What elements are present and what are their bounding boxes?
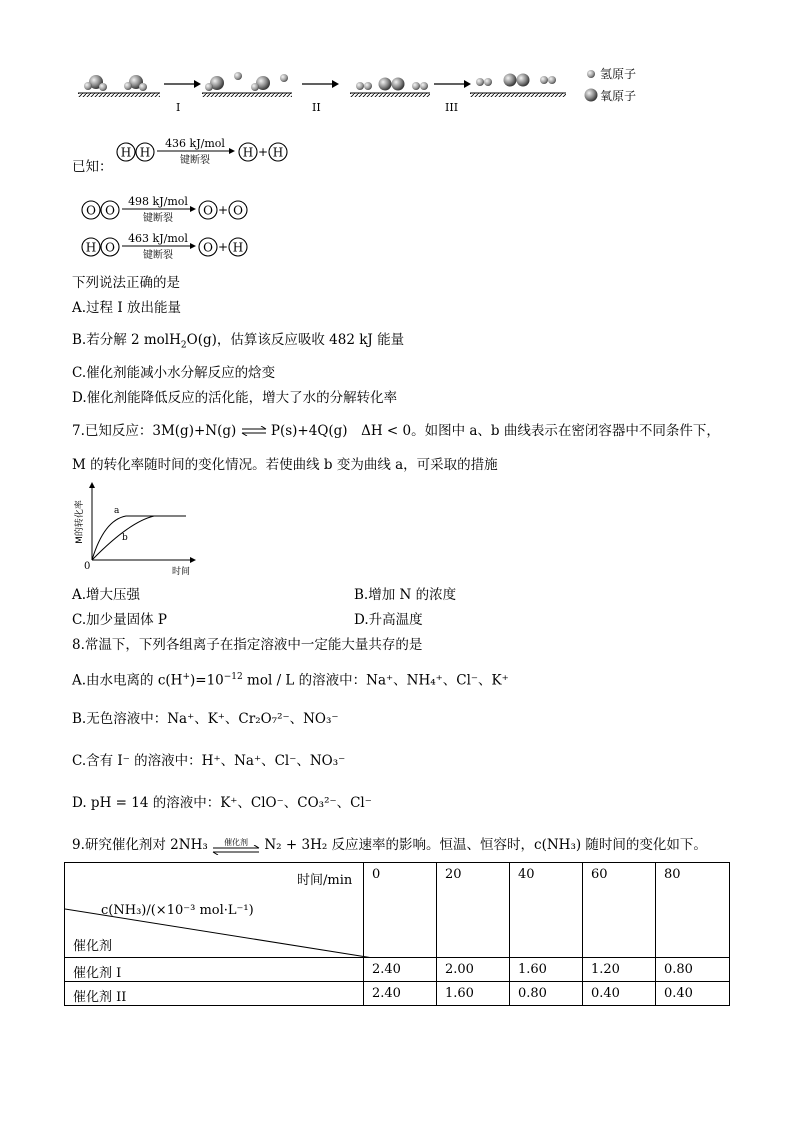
header-concentration: c(NH₃)/(×10⁻³ mol·L⁻¹) (101, 903, 254, 918)
value-cell: 2.00 (437, 958, 510, 982)
atom-label: O (203, 240, 213, 255)
atom-label: O (203, 203, 213, 218)
atom-label: O (86, 203, 96, 218)
stage-label: III (445, 101, 459, 114)
value-cell: 0.80 (656, 958, 730, 982)
stage-label: I (176, 101, 181, 114)
atom-label: H (242, 145, 254, 160)
q6-option-b: B.若分解 2 molH$_2$O(g)，估算该反应吸收 482 kJ 能量 (72, 332, 405, 351)
q8-option-a: A.由水电离的 $c(H^+)=10^{-12}$ mol / L 的溶液中：Na⁺、NH₄⁺、Cl⁻、K⁺ (72, 672, 509, 689)
header-time: 时间/min (297, 873, 353, 888)
atom-label: H (232, 240, 244, 255)
nh3-concentration-table (64, 862, 730, 1006)
reversible-catalyst-arrow (212, 837, 260, 855)
q7-stem-line1 (72, 422, 720, 441)
oxygen-atom-icon (585, 89, 598, 102)
svg-text:+: + (217, 203, 229, 217)
time-cell: 80 (656, 863, 730, 958)
atom-label: O (105, 203, 115, 218)
bond-energy: 436 kJ/mol (165, 137, 225, 150)
value-cell: 0.40 (583, 982, 656, 1006)
q8-option-a-pre: A.由水电离的 c(H (72, 672, 183, 689)
table-row (65, 982, 730, 1006)
origin-label: 0 (84, 561, 91, 572)
bond-energy-hh (115, 136, 305, 168)
q7-stem-pre: 7.已知反应：3M(g)+N(g) (72, 423, 237, 439)
atom-label: O (233, 203, 243, 218)
stage-1-molecules (205, 72, 288, 91)
time-cell: 20 (437, 863, 510, 958)
stage-label: II (312, 101, 321, 114)
q7-stem-line2: M 的转化率随时间的变化情况。若使曲线 b 变为曲线 a，可采取的措施 (72, 457, 498, 473)
atom-label: O (105, 240, 115, 255)
conversion-time-chart (74, 480, 204, 576)
svg-text:+: + (257, 145, 269, 159)
q8-option-c: C.含有 I⁻ 的溶液中：H⁺、Na⁺、Cl⁻、NO₃⁻ (72, 753, 346, 769)
bond-energy-ho (80, 231, 270, 263)
q7-option-c: C.加少量固体 P (72, 612, 168, 628)
arrow-icon (464, 80, 471, 88)
atom-label: H (85, 240, 97, 255)
arrow-icon (194, 80, 201, 88)
value-cell: 1.20 (583, 958, 656, 982)
water-molecules (84, 75, 147, 91)
svg-text:+: + (217, 240, 229, 254)
bond-note: 键断裂 (143, 213, 173, 224)
arrow-icon (332, 80, 339, 88)
time-cell: 0 (364, 863, 437, 958)
q8-option-a-post: mol / L 的溶液中：Na⁺、NH₄⁺、Cl⁻、K⁺ (242, 672, 509, 689)
q8-option-a-exp: −12 (223, 672, 243, 682)
q6-option-d: D.催化剂能降低反应的活化能，增大了水的分解转化率 (72, 390, 398, 406)
curve-b-label: b (122, 533, 128, 543)
known-prefix: 已知： (72, 159, 113, 175)
legend-hydrogen: 氢原子 (600, 67, 637, 81)
q6-stem: 下列说法正确的是 (72, 275, 180, 291)
hydrogen-atom-icon (587, 70, 595, 78)
q7-option-d: D.升高温度 (354, 612, 423, 628)
value-cell: 0.40 (656, 982, 730, 1006)
catalyst-note: 催化剂 (224, 837, 249, 847)
bond-energy-oo (80, 194, 270, 226)
time-cell: 40 (510, 863, 583, 958)
header-catalyst: 催化剂 (73, 939, 113, 954)
q9-stem (72, 836, 707, 855)
atom-label: H (120, 145, 132, 160)
q8-option-d: D. pH = 14 的溶液中：K⁺、ClO⁻、CO₃²⁻、Cl⁻ (72, 795, 372, 811)
bond-energy: 463 kJ/mol (128, 232, 188, 245)
q6-option-c: C.催化剂能减小水分解反应的焓变 (72, 365, 276, 381)
legend-oxygen: 氧原子 (600, 89, 637, 103)
equilibrium-arrow-icon (241, 423, 267, 441)
q8-option-b: B.无色溶液中：Na⁺、K⁺、Cr₂O₇²⁻、NO₃⁻ (72, 711, 339, 727)
q7-stem-post: P(s)+4Q(g) ΔH < 0。如图中 a、b 曲线表示在密闭容器中不同条件下， (270, 423, 720, 439)
curve-a-label: a (114, 506, 120, 516)
value-cell: 2.40 (364, 982, 437, 1006)
value-cell: 1.60 (437, 982, 510, 1006)
x-axis-label: 时间 (172, 567, 191, 576)
product-molecules (476, 74, 556, 87)
time-cell: 60 (583, 863, 656, 958)
q6-option-b-post: O(g)，估算该反应吸收 482 kJ 能量 (186, 332, 405, 348)
q6-option-b-pre: B.若分解 2 molH (72, 332, 181, 348)
row-label: 催化剂 II (65, 982, 364, 1006)
atom-label: H (139, 145, 151, 160)
curve-a (92, 516, 186, 560)
stage-2-atoms (356, 78, 428, 91)
q7-option-a: A.增大压强 (72, 587, 141, 603)
q7-option-b: B.增加 N 的浓度 (354, 587, 457, 603)
q9-stem-pre: 9.研究催化剂对 2NH₃ (72, 837, 208, 853)
bond-energy: 498 kJ/mol (128, 195, 188, 208)
table-row (65, 958, 730, 982)
value-cell: 2.40 (364, 958, 437, 982)
q8-stem: 8.常温下，下列各组离子在指定溶液中一定能大量共存的是 (72, 637, 423, 653)
q9-stem-post: N₂ + 3H₂ 反应速率的影响。恒温、恒容时，c(NH₃) 随时间的变化如下。 (264, 837, 707, 853)
atom-label: H (272, 145, 284, 160)
diagonal-header-cell (65, 863, 364, 958)
water-splitting-diagram (70, 66, 670, 118)
row-label: 催化剂 I (65, 958, 364, 982)
bond-note: 键断裂 (180, 155, 210, 166)
catalyst-surface (78, 93, 566, 97)
q8-option-a-mid: )=10 (189, 672, 224, 689)
bond-note: 键断裂 (143, 250, 173, 261)
value-cell: 1.60 (510, 958, 583, 982)
y-axis-label: M的转化率 (75, 500, 85, 544)
table-header-row (65, 863, 730, 958)
q6-option-a: A.过程 I 放出能量 (72, 300, 181, 316)
value-cell: 0.80 (510, 982, 583, 1006)
